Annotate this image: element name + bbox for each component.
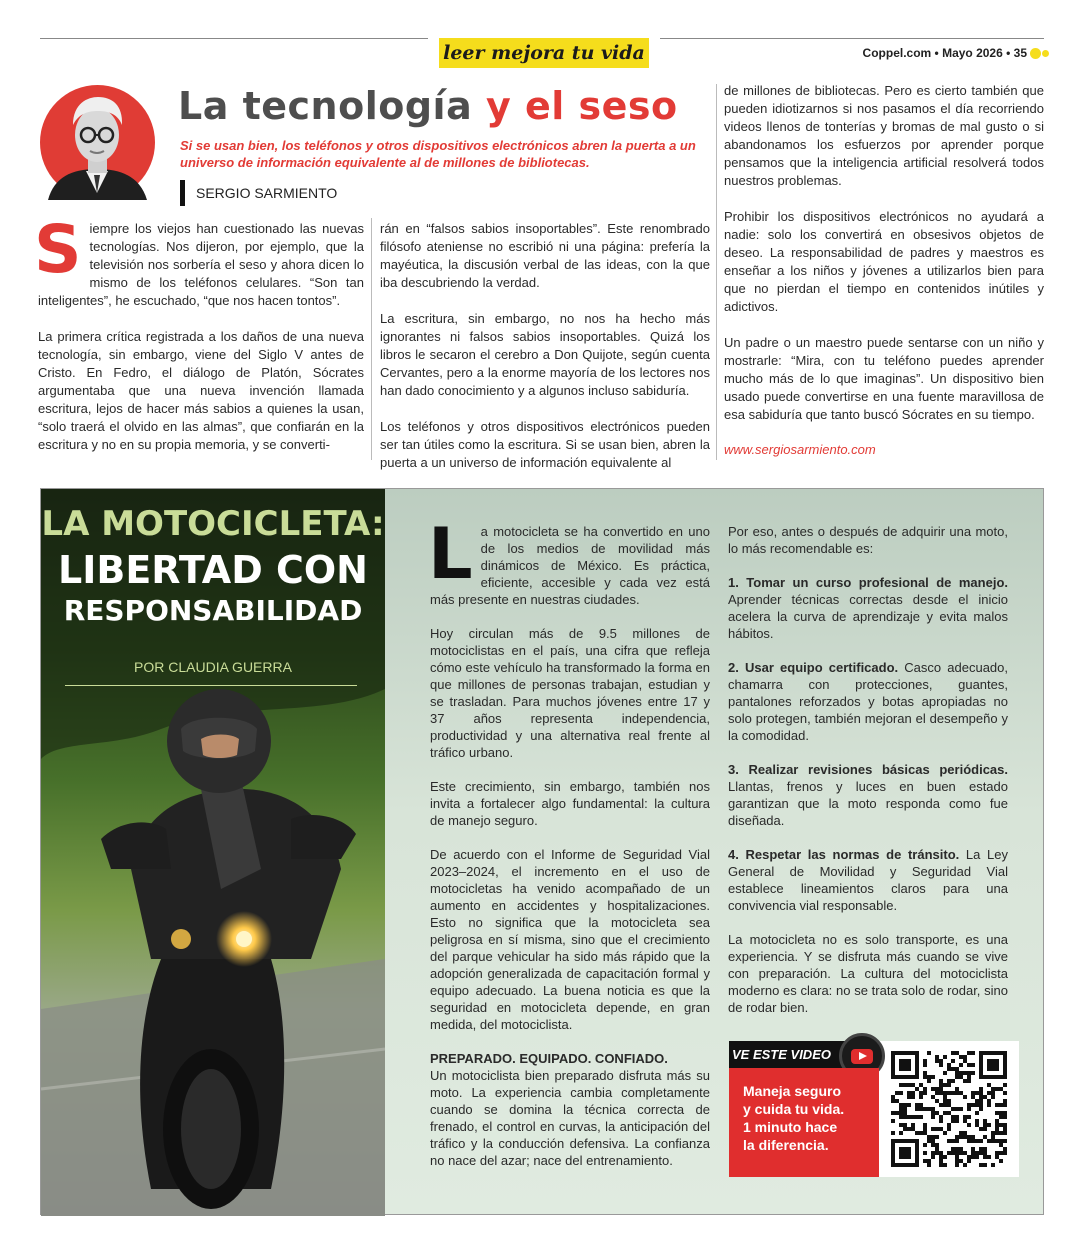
paragraph: rán en “falsos sabios insoportables”. Este renombrado filósofo ateniense no escribió ni una página: prefería la mayéutica, la discusión verbal de las ideas, con la que iba descubriendo la verdad. bbox=[380, 221, 710, 290]
tip-item: 1. Tomar un curso profesional de manejo. Aprender técnicas correctas desde el inicio acelera la curva de aprendizaje y evita malos hábitos. bbox=[728, 575, 1008, 641]
paragraph: Por eso, antes o después de adquirir una moto, lo más recomendable es: bbox=[728, 524, 1008, 556]
author-photo bbox=[40, 85, 155, 200]
paragraph: La motocicleta se ha convertido en uno de los medios de movilidad más dinámicos de México. Es práctica, eficiente, accesible y cada vez está más presente en nuestras ciudades. bbox=[428, 513, 710, 607]
feature-title-line2: LIBERTAD CON bbox=[58, 548, 368, 592]
column-text-col3 bbox=[724, 82, 1044, 422]
paragraph: Siempre los viejos han cuestionado las nuevas tecnologías. Nos dijeron, por ejemplo, que la televisión nos sorbería el seso y ahora dicen lo mismo de los teléfonos celulares. “Son tan inteligentes”, he escuchado, “que nos hacen tontos”. bbox=[34, 211, 364, 308]
qr-code-icon[interactable] bbox=[891, 1051, 1007, 1167]
video-label: VE ESTE VIDEO bbox=[732, 1047, 831, 1062]
motorcycle-photo bbox=[41, 489, 385, 1216]
feature-text-col2 bbox=[728, 523, 1008, 1033]
feature-byline: POR CLAUDIA GUERRA bbox=[134, 659, 292, 675]
paragraph: Los teléfonos y otros dispositivos electrónicos pueden ser tan útiles como la escritura. Si se usan bien, abren la puerta a un universo de información equivalente al bbox=[380, 419, 710, 470]
paragraph: Un padre o un maestro puede sentarse con un niño y mostrarle: “Mira, con tu teléfono puedes aprender mucho más de lo que imaginas”. Un dispositivo bien usado puede convertirse en una fuente maravillosa de esa sabiduría que tanto buscó Sócrates en su tiempo. bbox=[724, 335, 1044, 422]
column-text-col2 bbox=[380, 220, 710, 470]
column-divider bbox=[371, 218, 372, 460]
video-promo-box[interactable] bbox=[729, 1041, 1019, 1177]
column-dek: Si se usan bien, los teléfonos y otros dispositivos electrónicos abren la puerta a un universo de información equivalente al de millones de bibliotecas. bbox=[180, 138, 696, 170]
tip-item: 2. Usar equipo certificado. Casco adecuado, chamarra con protecciones, guantes, pantalones reforzados y botas apropiadas no solo protegen, también mejoran el desempeño y la comodidad. bbox=[728, 660, 1008, 743]
paragraph: De acuerdo con el Informe de Seguridad Vial 2023–2024, el incremento en el uso de motocicletas ha venido acompañado de un aumento en accidentes y hospitalizaciones. Esto no significa que la motocicleta sea peligrosa en sí misma, sino que el crecimiento del parque vehicular ha sido más rápido que la adopción generalizada de capacitación formal y equipo adecuado. La buena noticia es que la seguridad en motocicleta depende, en gran medida, del motociclista. bbox=[430, 847, 710, 1032]
drop-cap: L bbox=[428, 513, 473, 595]
paragraph: Este crecimiento, sin embargo, también nos invita a fortalecer algo fundamental: la cultura de manejo seguro. bbox=[430, 779, 710, 828]
yellow-dot-icon bbox=[1030, 48, 1041, 59]
brand-label: leer mejora tu vida bbox=[443, 42, 645, 64]
byline-bar bbox=[180, 180, 185, 206]
feature-title-line1: LA MOTOCICLETA: bbox=[41, 504, 385, 544]
section-brand bbox=[439, 38, 649, 68]
feature-text-col1 bbox=[428, 513, 710, 1169]
column-title-part1: La tecnología bbox=[178, 84, 473, 128]
author-website-link[interactable]: www.sergiosarmiento.com bbox=[724, 442, 876, 457]
column-title-part2: y el seso bbox=[485, 84, 678, 128]
column-author: SERGIO SARMIENTO bbox=[196, 185, 338, 201]
column-title bbox=[178, 84, 678, 128]
paragraph: de millones de bibliotecas. Pero es cierto también que pueden idiotizarnos si nos pasamos el día recorriendo videos llenos de tonterías y bromas de mal gusto o si abandonamos los esfuerzos por aprender porque pensamos que la inteligencia artificial resolverá todos nuestros problemas. bbox=[724, 83, 1044, 188]
column-divider bbox=[716, 84, 717, 460]
header-rule-right bbox=[660, 38, 1044, 39]
column-text-col1 bbox=[34, 211, 364, 464]
page-folio: Coppel.com • Mayo 2026 • 35 bbox=[862, 46, 1027, 60]
feature-subhead: PREPARADO. EQUIPADO. CONFIADO. bbox=[430, 1051, 668, 1066]
yellow-dot-small-icon bbox=[1042, 50, 1049, 57]
video-message: Maneja seguro y cuida tu vida. 1 minuto hace la diferencia. bbox=[729, 1068, 879, 1177]
feature-byline-rule bbox=[65, 685, 357, 686]
header-rule-left bbox=[40, 38, 428, 39]
drop-cap: S bbox=[34, 211, 82, 288]
paragraph: PREPARADO. EQUIPADO. CONFIADO. Un motociclista bien preparado disfruta más su moto. La experiencia cambia completamente cuando se domina la técnica correcta de frenado, el control en curvas, la anticipación del tráfico y la conducción defensiva. La confianza no nace del azar; nace del entrenamiento. bbox=[430, 1051, 710, 1168]
tip-item: 4. Respetar las normas de tránsito. La Ley General de Movilidad y Seguridad Vial establece lineamientos claros para una convivencia vial responsable. bbox=[728, 847, 1008, 913]
paragraph: Hoy circulan más de 9.5 millones de motociclistas en el país, una cifra que refleja cómo este vehículo ha transformado la forma en que millones de personas trabajan, estudian y se trasladan. Para muchos jóvenes entre 17 y 37 años representa independencia, productividad y una alternativa real frente al tráfico urbano. bbox=[430, 626, 710, 760]
paragraph: La escritura, sin embargo, no nos ha hecho más ignorantes ni falsos sabios insoportables. Quizá los libros le secaron el cerebro a Don Quijote, según cuenta Cervantes, pero a la enorme mayoría de los lectores nos han dado conocimiento y a algunos incluso sabiduría. bbox=[380, 311, 710, 398]
paragraph: La primera crítica registrada a los daños de una nueva tecnología, sin embargo, viene del Siglo V antes de Cristo. En Fedro, el diálogo de Platón, Sócrates argumentaba que una nueva invención llamada escritura, lejos de hacer más sabios a quienes la usan, “solo traerá el olvido en las almas”, que confiarán en la escritura y no en su propia memoria, y se converti- bbox=[38, 329, 364, 452]
paragraph: Prohibir los dispositivos electrónicos no ayudará a nadie: solo los convertirá en obsesivos objetos de deseo. La responsabilidad de padres y maestros es enseñar a los niños y jóvenes a utilizarlos bien para que no pierdan el tiempo en contenidos inútiles y adictivos. bbox=[724, 209, 1044, 314]
paragraph: La motocicleta no es solo transporte, es una experiencia. Y se disfruta más cuando se vive con preparación. La cultura del motociclista moderno es clara: no se trata solo de rodar, sino de rodar bien. bbox=[728, 932, 1008, 1015]
feature-title-line3: RESPONSABILIDAD bbox=[63, 594, 363, 627]
feature-panel bbox=[40, 488, 1044, 1215]
author-portrait bbox=[40, 85, 155, 200]
tip-item: 3. Realizar revisiones básicas periódicas. Llantas, frenos y luces en buen estado garantizan que la moto responda como fue diseñada. bbox=[728, 762, 1008, 828]
feature-title bbox=[41, 504, 385, 627]
